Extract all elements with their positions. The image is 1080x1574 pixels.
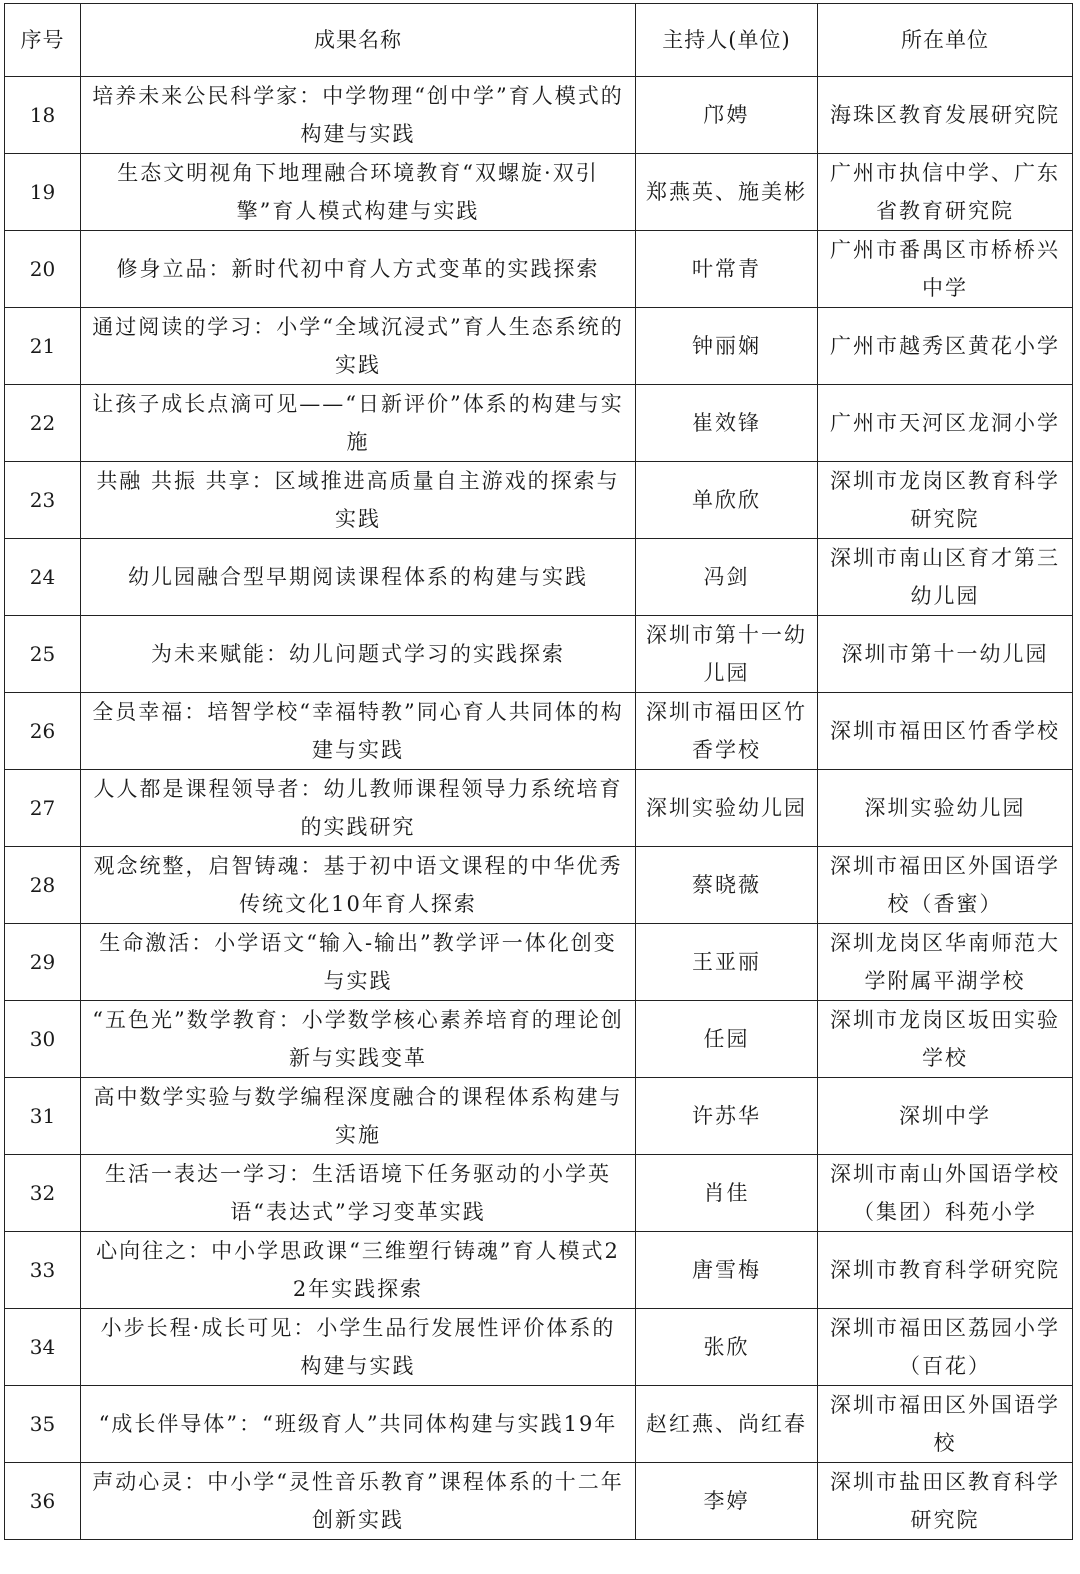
row-title: “成长伴导体”：“班级育人”共同体构建与实践19年 bbox=[81, 1386, 636, 1463]
row-title: 生命激活：小学语文“输入-输出”教学评一体化创变与实践 bbox=[81, 924, 636, 1001]
table-row bbox=[5, 1078, 1073, 1155]
row-unit: 海珠区教育发展研究院 bbox=[818, 77, 1073, 154]
row-number: 36 bbox=[5, 1463, 81, 1540]
table-row bbox=[5, 1155, 1073, 1232]
row-title: 修身立品：新时代初中育人方式变革的实践探索 bbox=[81, 231, 636, 308]
row-host: 叶常青 bbox=[636, 231, 818, 308]
row-title: 共融 共振 共享：区域推进高质量自主游戏的探索与实践 bbox=[81, 462, 636, 539]
row-unit: 深圳市教育科学研究院 bbox=[818, 1232, 1073, 1309]
row-number: 33 bbox=[5, 1232, 81, 1309]
row-title: 通过阅读的学习：小学“全域沉浸式”育人生态系统的实践 bbox=[81, 308, 636, 385]
row-unit: 深圳市龙岗区教育科学研究院 bbox=[818, 462, 1073, 539]
row-number: 31 bbox=[5, 1078, 81, 1155]
row-host: 单欣欣 bbox=[636, 462, 818, 539]
table-row bbox=[5, 1309, 1073, 1386]
row-title: 为未来赋能：幼儿问题式学习的实践探索 bbox=[81, 616, 636, 693]
row-host: 深圳市福田区竹香学校 bbox=[636, 693, 818, 770]
row-number: 28 bbox=[5, 847, 81, 924]
table-row bbox=[5, 1463, 1073, 1540]
row-host: 深圳实验幼儿园 bbox=[636, 770, 818, 847]
row-host: 李婷 bbox=[636, 1463, 818, 1540]
row-unit: 深圳实验幼儿园 bbox=[818, 770, 1073, 847]
row-number: 22 bbox=[5, 385, 81, 462]
row-unit: 深圳龙岗区华南师范大学附属平湖学校 bbox=[818, 924, 1073, 1001]
row-host: 深圳市第十一幼儿园 bbox=[636, 616, 818, 693]
row-title: 培养未来公民科学家：中学物理“创中学”育人模式的构建与实践 bbox=[81, 77, 636, 154]
table-header-row bbox=[5, 4, 1073, 77]
row-unit: 深圳市南山区育才第三幼儿园 bbox=[818, 539, 1073, 616]
row-title: “五色光”数学教育：小学数学核心素养培育的理论创新与实践变革 bbox=[81, 1001, 636, 1078]
row-unit: 深圳市南山外国语学校（集团）科苑小学 bbox=[818, 1155, 1073, 1232]
header-unit: 所在单位 bbox=[818, 4, 1073, 77]
row-number: 18 bbox=[5, 77, 81, 154]
table-row bbox=[5, 693, 1073, 770]
row-unit: 广州市番禺区市桥桥兴中学 bbox=[818, 231, 1073, 308]
row-unit: 深圳市龙岗区坂田实验学校 bbox=[818, 1001, 1073, 1078]
row-unit: 深圳市福田区竹香学校 bbox=[818, 693, 1073, 770]
table-row bbox=[5, 385, 1073, 462]
row-title: 幼儿园融合型早期阅读课程体系的构建与实践 bbox=[81, 539, 636, 616]
row-title: 心向往之：中小学思政课“三维塑行铸魂”育人模式22年实践探索 bbox=[81, 1232, 636, 1309]
row-number: 32 bbox=[5, 1155, 81, 1232]
row-unit: 深圳市第十一幼儿园 bbox=[818, 616, 1073, 693]
table-row bbox=[5, 616, 1073, 693]
row-host: 许苏华 bbox=[636, 1078, 818, 1155]
row-host: 任园 bbox=[636, 1001, 818, 1078]
table-row bbox=[5, 924, 1073, 1001]
row-host: 王亚丽 bbox=[636, 924, 818, 1001]
row-host: 郑燕英、施美彬 bbox=[636, 154, 818, 231]
table-row bbox=[5, 462, 1073, 539]
row-title: 生态文明视角下地理融合环境教育“双螺旋·双引擎”育人模式构建与实践 bbox=[81, 154, 636, 231]
row-title: 全员幸福：培智学校“幸福特教”同心育人共同体的构建与实践 bbox=[81, 693, 636, 770]
row-number: 25 bbox=[5, 616, 81, 693]
row-host: 张欣 bbox=[636, 1309, 818, 1386]
row-unit: 深圳市福田区外国语学校 bbox=[818, 1386, 1073, 1463]
row-number: 19 bbox=[5, 154, 81, 231]
row-host: 赵红燕、尚红春 bbox=[636, 1386, 818, 1463]
row-number: 24 bbox=[5, 539, 81, 616]
table-row bbox=[5, 1232, 1073, 1309]
row-number: 35 bbox=[5, 1386, 81, 1463]
row-unit: 深圳市福田区荔园小学（百花） bbox=[818, 1309, 1073, 1386]
table-row bbox=[5, 231, 1073, 308]
row-host: 邝娉 bbox=[636, 77, 818, 154]
row-number: 27 bbox=[5, 770, 81, 847]
row-unit: 广州市天河区龙洞小学 bbox=[818, 385, 1073, 462]
row-host: 钟丽娴 bbox=[636, 308, 818, 385]
row-unit: 深圳市盐田区教育科学研究院 bbox=[818, 1463, 1073, 1540]
table-row bbox=[5, 1386, 1073, 1463]
row-number: 26 bbox=[5, 693, 81, 770]
row-number: 21 bbox=[5, 308, 81, 385]
row-title: 小步长程·成长可见：小学生品行发展性评价体系的构建与实践 bbox=[81, 1309, 636, 1386]
row-title: 声动心灵：中小学“灵性音乐教育”课程体系的十二年创新实践 bbox=[81, 1463, 636, 1540]
header-title: 成果名称 bbox=[81, 4, 636, 77]
table-row bbox=[5, 539, 1073, 616]
achievements-table bbox=[4, 3, 1073, 1540]
table-row bbox=[5, 770, 1073, 847]
table-row bbox=[5, 1001, 1073, 1078]
row-title: 让孩子成长点滴可见——“日新评价”体系的构建与实施 bbox=[81, 385, 636, 462]
row-title: 人人都是课程领导者：幼儿教师课程领导力系统培育的实践研究 bbox=[81, 770, 636, 847]
row-number: 34 bbox=[5, 1309, 81, 1386]
table-row bbox=[5, 77, 1073, 154]
row-unit: 深圳市福田区外国语学校（香蜜） bbox=[818, 847, 1073, 924]
table-row bbox=[5, 154, 1073, 231]
header-host: 主持人(单位) bbox=[636, 4, 818, 77]
row-number: 30 bbox=[5, 1001, 81, 1078]
row-number: 23 bbox=[5, 462, 81, 539]
row-unit: 广州市越秀区黄花小学 bbox=[818, 308, 1073, 385]
header-num: 序号 bbox=[5, 4, 81, 77]
table-row bbox=[5, 847, 1073, 924]
row-title: 生活一表达一学习：生活语境下任务驱动的小学英语“表达式”学习变革实践 bbox=[81, 1155, 636, 1232]
row-host: 唐雪梅 bbox=[636, 1232, 818, 1309]
row-number: 20 bbox=[5, 231, 81, 308]
row-host: 肖佳 bbox=[636, 1155, 818, 1232]
row-unit: 广州市执信中学、广东省教育研究院 bbox=[818, 154, 1073, 231]
row-title: 高中数学实验与数学编程深度融合的课程体系构建与实施 bbox=[81, 1078, 636, 1155]
row-host: 蔡晓薇 bbox=[636, 847, 818, 924]
row-host: 冯剑 bbox=[636, 539, 818, 616]
row-number: 29 bbox=[5, 924, 81, 1001]
row-unit: 深圳中学 bbox=[818, 1078, 1073, 1155]
row-host: 崔效锋 bbox=[636, 385, 818, 462]
table-row bbox=[5, 308, 1073, 385]
table-body bbox=[5, 77, 1073, 1540]
row-title: 观念统整，启智铸魂：基于初中语文课程的中华优秀传统文化10年育人探索 bbox=[81, 847, 636, 924]
